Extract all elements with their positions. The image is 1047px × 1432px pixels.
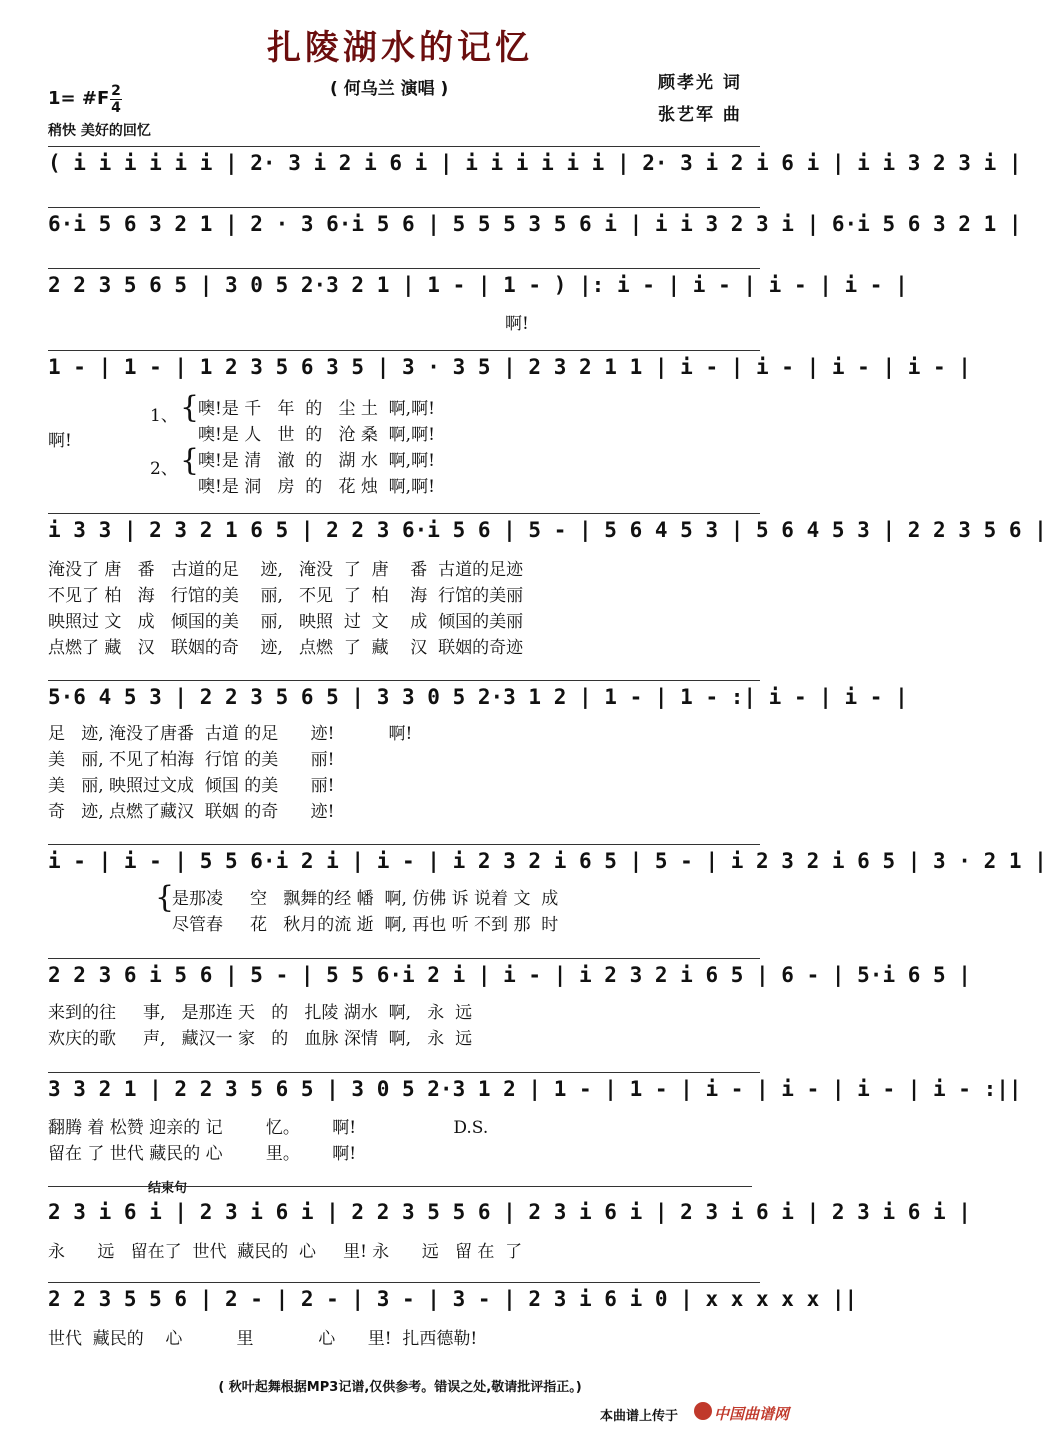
notation-row-4: 1 - | 1 - | 1 2 3 5 6 3 5 | 3 · 3 5 | 2 3 2 1 1 | i - | i - | i - | i - | (48, 350, 760, 379)
notation-row-6: 5·6 4 5 3 | 2 2 3 5 6 5 | 3 3 0 5 2·3 1 2 | 1 - | 1 - :| i - | i - | (48, 680, 760, 709)
verse-brace-3: { (155, 880, 175, 915)
notation-row-10: 2 3 i 6 i | 2 3 i 6 i | 2 2 3 5 5 6 | 2 3 i 6 i | 2 3 i 6 i | 2 3 i 6 i | (48, 1200, 971, 1224)
notation-row-3: 2 2 3 5 6 5 | 3 0 5 2·3 2 1 | 1 - | 1 - ) |: i - | i - | i - | i - | (48, 268, 760, 297)
notation-row-8: 2 2 3 6 i 5 6 | 5 - | 5 5 6·i 2 i | i - | i 2 3 2 i 6 5 | 6 - | 5·i 6 5 | (48, 958, 760, 987)
notation-row-1: ( i i i i i i | 2· 3 i 2 i 6 i | i i i i i i | 2· 3 i 2 i 6 i | i i 3 2 3 i | (48, 146, 760, 175)
verse-number-1: 1、 (150, 406, 178, 426)
lyric-row-8-a: 来到的往 事, 是那连 天 的 扎陵 湖水 啊, 永 远 (48, 1003, 473, 1023)
lyric-row-5-c: 映照过 文 成 倾国的美 丽, 映照 过 文 成 倾国的美丽 (48, 612, 524, 632)
lyric-row-3: 啊! (505, 314, 529, 334)
lyric-row-5-a: 淹没了 唐 番 古道的足 迹, 淹没 了 唐 番 古道的足迹 (48, 560, 524, 580)
verse-number-2: 2、 (150, 459, 178, 479)
lyric-row-5-b: 不见了 柏 海 行馆的美 丽, 不见 了 柏 海 行馆的美丽 (48, 586, 524, 606)
notation-row-7: i - | i - | 5 5 6·i 2 i | i - | i 2 3 2 i 6 5 | 5 - | i 2 3 2 i 6 5 | 3 · 2 1 | (48, 844, 760, 873)
lyric-v2-line-a: 噢!是 清 澈 的 湖 水 啊,啊! (198, 451, 435, 471)
lyric-row-10: 永 远 留在了 世代 藏民的 心 里! 永 远 留 在 了 (48, 1242, 523, 1262)
site-logo-text[interactable]: 中国曲谱网 (714, 1405, 790, 1423)
lyric-v1-line-a: 噢!是 千 年 的 尘 土 啊,啊! (198, 399, 435, 419)
lyric-row-5-d: 点燃了 藏 汉 联姻的奇 迹, 点燃 了 藏 汉 联姻的奇迹 (48, 638, 524, 658)
site-logo-icon (694, 1402, 712, 1420)
lyric-row-6-b: 美 丽, 不见了柏海 行馆 的美 丽! (48, 750, 335, 770)
lyric-row-6-a: 足 迹, 淹没了唐番 古道 的足 迹! 啊! (48, 724, 413, 744)
verse-brace-2: { (180, 443, 200, 478)
lyric-row-7-b: 尽管春 花 秋月的流 逝 啊, 再也 听 不到 那 时 (172, 915, 559, 935)
notation-row-11: 2 2 3 5 5 6 | 2 - | 2 - | 3 - | 3 - | 2 3 i 6 i 0 | x x x x x || (48, 1282, 760, 1311)
time-numerator: 2 (111, 83, 121, 99)
tempo-marking: 稍快 美好的回忆 (48, 123, 151, 139)
verse-brace-1: { (180, 390, 200, 425)
upload-label: 本曲谱上传于 (600, 1409, 679, 1424)
coda-bracket (48, 1186, 752, 1187)
lyric-row-4-left: 啊! (48, 431, 72, 451)
notation-row-9: 3 3 2 1 | 2 2 3 5 6 5 | 3 0 5 2·3 1 2 | 1 - | 1 - | i - | i - | i - | i - :|| (48, 1072, 760, 1101)
lyric-row-6-d: 奇 迹, 点燃了藏汉 联姻 的奇 迹! (48, 802, 335, 822)
transcription-note: ( 秋叶起舞根据MP3记谱,仅供参考。错误之处,敬请批评指正。) (218, 1380, 582, 1395)
coda-label: 结束句 (148, 1181, 188, 1196)
lyric-row-7-a: 是那凌 空 飘舞的经 幡 啊, 仿佛 诉 说着 文 成 (172, 889, 559, 909)
time-denominator: 4 (111, 100, 121, 116)
lyric-row-11: 世代 藏民的 心 里 心 里! 扎西德勒! (48, 1329, 478, 1349)
notation-row-2: 6·i 5 6 3 2 1 | 2 · 3 6·i 5 6 | 5 5 5 3 5 6 i | i i 3 2 3 i | 6·i 5 6 3 2 1 | (48, 207, 760, 236)
lyric-row-8-b: 欢庆的歌 声, 藏汉一 家 的 血脉 深情 啊, 永 远 (48, 1029, 473, 1049)
lyric-v2-line-b: 噢!是 洞 房 的 花 烛 啊,啊! (198, 477, 435, 497)
lyricist-credit: 顾孝光 词 (658, 73, 742, 93)
song-title: 扎陵湖水的记忆 (267, 28, 533, 68)
lyric-row-6-c: 美 丽, 映照过文成 倾国 的美 丽! (48, 776, 335, 796)
performer-subtitle: ( 何乌兰 演唱 ) (330, 79, 449, 99)
lyric-row-9-b: 留在 了 世代 藏民的 心 里。 啊! (48, 1144, 357, 1164)
key-signature: 1= #F (48, 88, 110, 109)
composer-credit: 张艺军 曲 (658, 105, 742, 125)
time-signature (110, 84, 122, 115)
lyric-v1-line-b: 噢!是 人 世 的 沧 桑 啊,啊! (198, 425, 435, 445)
lyric-row-9-a: 翻腾 着 松赞 迎亲的 记 忆。 啊! D.S. (48, 1118, 489, 1138)
notation-row-5: i 3 3 | 2 3 2 1 6 5 | 2 2 3 6·i 5 6 | 5 - | 5 6 4 5 3 | 5 6 4 5 3 | 2 2 3 5 6 | (48, 513, 760, 542)
